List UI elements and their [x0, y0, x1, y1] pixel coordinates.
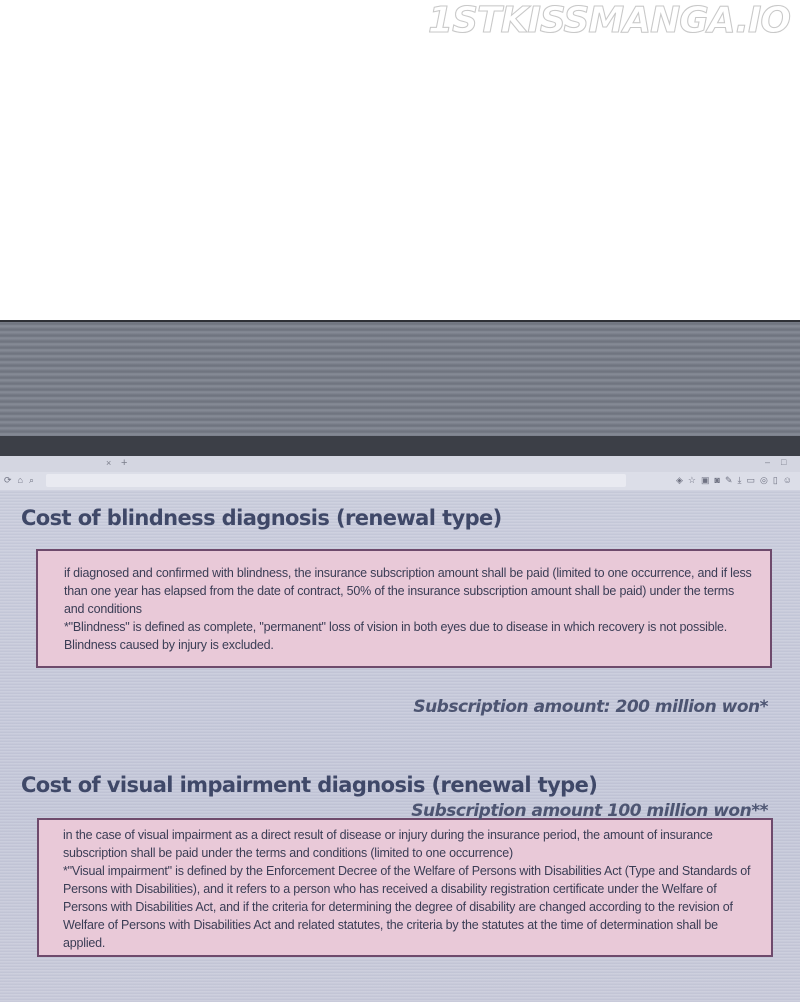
download-icon[interactable]: ⤓	[737, 475, 742, 485]
visual-impairment-definition-text: *"Visual impairment" is defined by the Enforcement Decree of the Welfare of Persons with Disabilities Act (Type and Standards of Persons with Disabilities), and it refers to a person who has received a disability registration certificate under the Welfare of Persons with Disabilities Act, and if the criteria for determining the degree of disability are changed according to the revision of Welfare of Persons with Disabilities Act and related statutes, the criteria by the statutes at the time of determination shall be applied.	[63, 864, 751, 950]
blindness-terms-text: if diagnosed and confirmed with blindness, the insurance subscription amount shall be paid (limited to one occurrence, and if less than one year has elapsed from the date of contract, 50% of the insurance subscription amount shall be paid) under the terms and conditions	[64, 566, 752, 616]
nav-buttons	[4, 475, 40, 486]
address-bar[interactable]	[46, 474, 626, 487]
blindness-subscription-amount: Subscription amount: 200 million won*	[413, 697, 768, 717]
web-page-content	[0, 490, 800, 1002]
monitor-screen	[0, 320, 800, 1002]
screen-icon[interactable]: ▭	[746, 475, 755, 485]
window-maximize-icon[interactable]: □	[781, 457, 787, 467]
blindness-terms-box	[36, 549, 772, 668]
extension-icon[interactable]: ▣	[700, 475, 710, 485]
new-tab-icon[interactable]: +	[121, 457, 128, 469]
tab-close-icon[interactable]: ×	[106, 458, 112, 468]
camera-icon[interactable]: ◎	[759, 475, 768, 485]
reload-icon[interactable]: ⟳	[4, 475, 12, 485]
bookmark-star-icon[interactable]: ☆	[687, 475, 696, 485]
browser-tab-bar	[0, 456, 800, 472]
blindness-definition-text: *"Blindness" is defined as complete, "permanent" loss of vision in both eyes due to disease in which recovery is not possible. Blindness caused by injury is excluded.	[64, 620, 728, 652]
shield-icon[interactable]: ◈	[675, 475, 683, 485]
search-icon[interactable]: ⌕	[28, 475, 35, 485]
visual-impairment-terms-box	[37, 818, 773, 957]
monitor-bezel	[0, 322, 800, 436]
monitor-bezel-edge	[0, 436, 800, 456]
window-minimize-icon[interactable]: –	[765, 457, 771, 467]
sidebar-icon[interactable]: ▯	[772, 475, 778, 485]
extension-icon[interactable]: ◙	[714, 475, 720, 485]
blindness-heading: Cost of blindness diagnosis (renewal type)	[21, 506, 502, 530]
toolbar-icons	[671, 475, 792, 486]
visual-impairment-subscription-amount: Subscription amount 100 million won**	[411, 801, 768, 821]
home-icon[interactable]: ⌂	[17, 475, 23, 485]
profile-icon[interactable]: ☺	[782, 475, 792, 485]
visual-impairment-terms-text: in the case of visual impairment as a direct result of disease or injury during the insurance period, the amount of insurance subscription shall be paid under the terms and conditions (limited to one occurrence)	[63, 828, 713, 860]
visual-impairment-heading: Cost of visual impairment diagnosis (renewal type)	[21, 773, 598, 797]
pen-icon[interactable]: ✎	[724, 475, 733, 485]
site-watermark: 1STKISSMANGA.IO	[428, 0, 790, 41]
browser-toolbar	[0, 472, 800, 490]
